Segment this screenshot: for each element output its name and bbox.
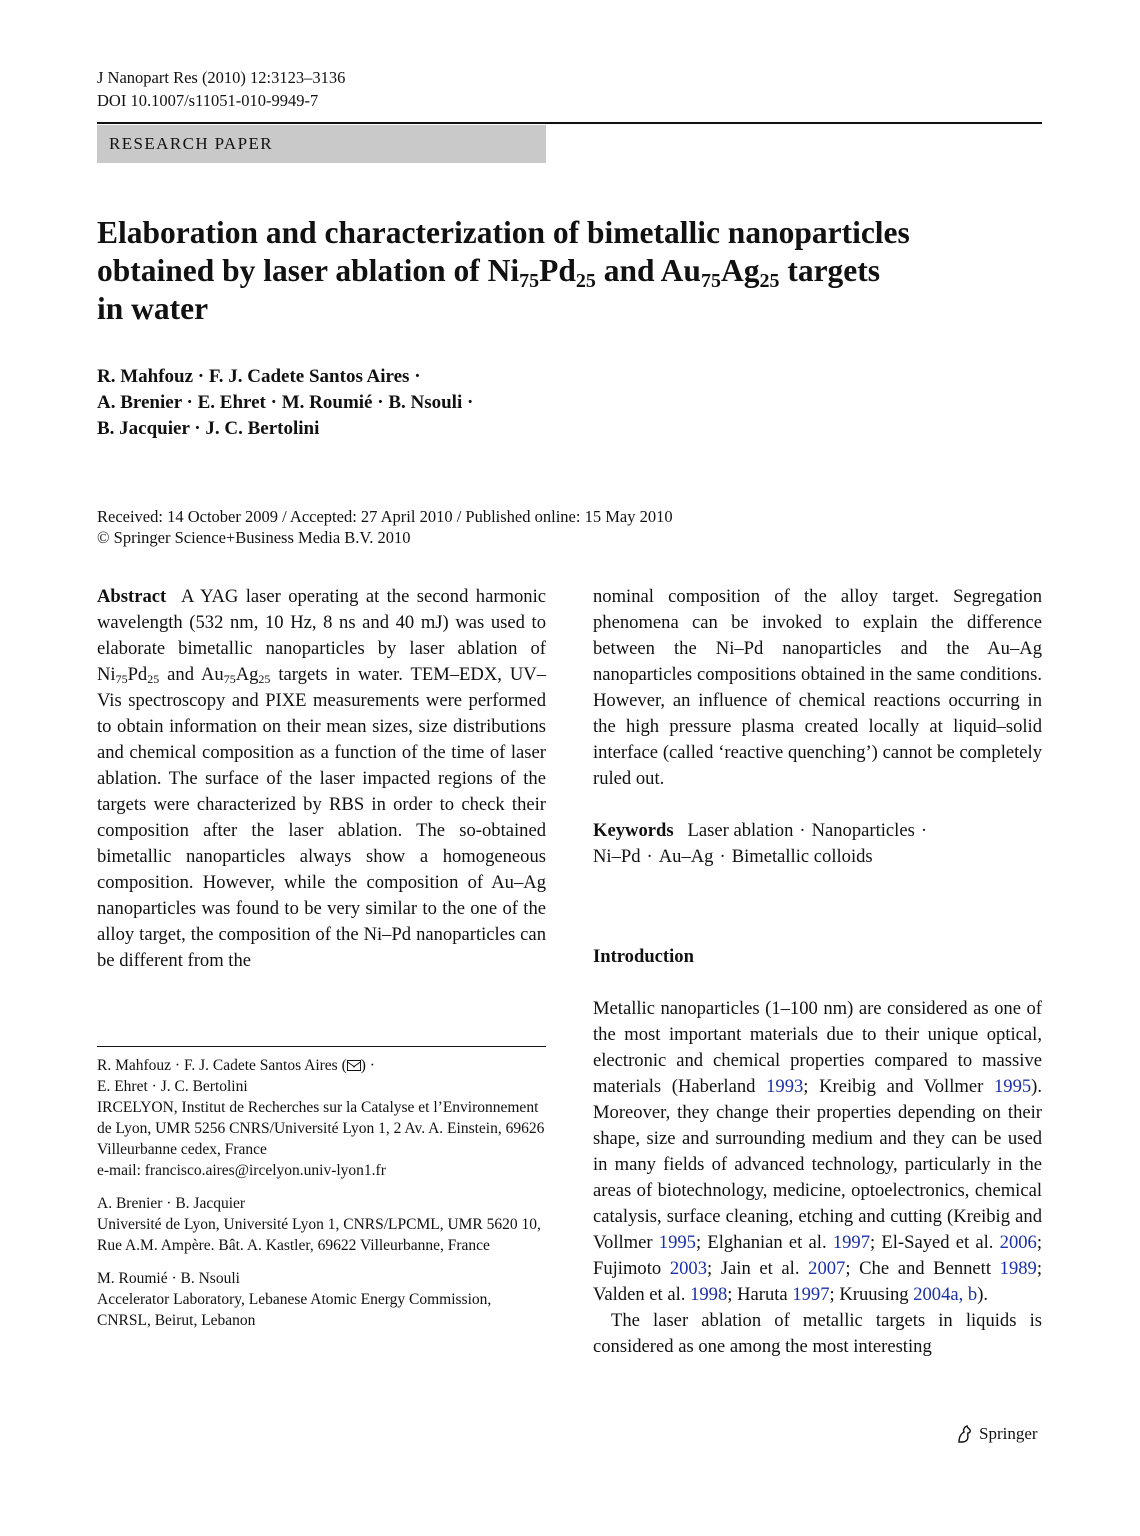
citation-link[interactable]: 2004a, b (913, 1284, 978, 1305)
citation-link[interactable]: 1998 (690, 1284, 728, 1305)
abstract-continued: nominal composition of the alloy target. Segregation phenomena can be invoked to explain the difference between the Ni–Pd nanoparticles and the Au–Ag nanoparticles compositions obtained in the same conditions. However, an influence of chemical reactions occurring in the high pressure plasma created locally at liquid–solid interface (called ‘reactive quenching’) cannot be completely ruled out. (593, 586, 1042, 789)
title-line-1: Elaboration and characterization of bimetallic nanoparticles (97, 215, 910, 250)
affiliation-1: R. Mahfouz · F. J. Cadete Santos Aires ( ) · E. Ehret · J. C. Bertolini IRCELYON, Institut de Recherches sur la Catalyse et l’Environnement de Lyon, UMR 5256 CNRS/Université Lyon 1, 2 Av. A. Einstein, 69626 Villeurbanne cedex, France e-mail: francisco.aires@ircelyon.univ-lyon1.fr (97, 1057, 545, 1179)
keyword: Au–Ag (658, 846, 714, 867)
springer-horse-icon (955, 1424, 975, 1444)
citation-link[interactable]: 1997 (792, 1284, 830, 1305)
title-line-2: obtained by laser ablation of $Ni_{75}Pd_{25}$ and $Au_{75}Ag_{25}$ targets (97, 253, 881, 292)
keywords: Keywords Laser ablation · Nanoparticles · Ni–Pd · Au–Ag · Bimetallic colloids (593, 820, 928, 867)
keywords-label: Keywords (593, 820, 674, 841)
keyword: Ni–Pd (593, 846, 641, 867)
abstract-label: Abstract (97, 586, 167, 607)
intro-paragraph-2: The laser ablation of metallic targets in liquids is considered as one among the most interesting (593, 1310, 1042, 1357)
citation-link[interactable]: 1993 (766, 1076, 804, 1097)
header-rule (97, 122, 1042, 124)
publication-dates (97, 506, 673, 548)
keyword: Bimetallic colloids (731, 846, 873, 867)
keyword: Laser ablation (687, 820, 794, 841)
journal-header (97, 66, 345, 112)
citation-link[interactable]: 1989 (999, 1258, 1037, 1279)
citation-link[interactable]: 2006 (999, 1232, 1037, 1253)
keyword: Nanoparticles (811, 820, 915, 841)
citation-link[interactable]: 1995 (993, 1076, 1032, 1097)
footnote-rule (97, 1046, 546, 1047)
affiliations (97, 1055, 546, 1343)
intro-paragraph-1: Metallic nanoparticles (1–100 nm) are considered as one of the most important materials due to their unique optical, electronic and chemical properties compared to massive materials (Haberland 1993; Kreibig and Vollmer 1995). Moreover, they change their properties depending on their shape, size and surrounding medium and they can be used in many fields of advanced technology, particularly in the areas of biotechnology, medicine, optoelectronics, chemical catalysis, surface cleaning, etching and cutting (Kreibig and Vollmer 1995; Elghanian et al. 1997; El-Sayed et al. 2006; Fujimoto 2003; Jain et al. 2007; Che and Bennett 1989; Valden et al. 1998; Haruta 1997; Kruusing 2004a, b). (593, 998, 1042, 1305)
publisher-logo (955, 1422, 1038, 1446)
authors-line-1: R. Mahfouz · F. J. Cadete Santos Aires · (97, 366, 421, 387)
copyright-line: © Springer Science+Business Media B.V. 2010 (97, 528, 411, 547)
title-line-3: in water (97, 291, 209, 326)
citation-link[interactable]: 1995 (658, 1232, 696, 1253)
citation-link[interactable]: 2003 (669, 1258, 708, 1279)
right-column (593, 584, 1042, 1360)
affiliation-3: M. Roumié · B. Nsouli Accelerator Laboratory, Lebanese Atomic Energy Commission, CNRSL, Beirut, Lebanon (97, 1270, 492, 1329)
abstract: Abstract A YAG laser operating at the second harmonic wavelength (532 nm, 10 Hz, 8 ns and 40 mJ) was used to elaborate bimetallic nanoparticles by laser ablation of $Ni_{75}Pd_{25}$ and $Au_{75}Ag_{25}$ targets in water. TEM–EDX, UV–Vis spectroscopy and PIXE measurements were performed to obtain information on their mean sizes, size distributions and chemical composition as a function of the time of laser ablation. The surface of the laser impacted regions of the targets were characterized by RBS in order to check their composition after the laser ablation. The so-obtained bimetallic nanoparticles always show a homogeneous composition. However, while the composition of Au–Ag nanoparticles was found to be very similar to the one of the alloy target, the composition of the Ni–Pd nanoparticles can be different from the (97, 586, 546, 971)
article-type-banner: RESEARCH PAPER (97, 125, 546, 163)
doi: DOI 10.1007/s11051-010-9949-7 (97, 91, 319, 110)
envelope-icon[interactable] (347, 1060, 361, 1071)
author-email[interactable]: e-mail: francisco.aires@ircelyon.univ-lyon1.fr (97, 1162, 386, 1179)
citation-link[interactable]: 2007 (808, 1258, 846, 1279)
author-list (97, 364, 473, 442)
section-heading-introduction: Introduction (593, 946, 694, 967)
publisher-name: Springer (979, 1424, 1038, 1443)
journal-citation: J Nanopart Res (2010) 12:3123–3136 (97, 68, 346, 87)
authors-line-3: B. Jacquier · J. C. Bertolini (97, 418, 320, 439)
affiliation-2: A. Brenier · B. Jacquier Université de Lyon, Université Lyon 1, CNRS/LPCML, UMR 5620 10, Rue A.M. Ampère. Bât. A. Kastler, 69622 Villeurbanne, France (97, 1195, 541, 1254)
received-accepted-line: Received: 14 October 2009 / Accepted: 27 April 2010 / Published online: 15 May 2010 (97, 507, 673, 526)
abstract-column (97, 584, 546, 974)
authors-line-2: A. Brenier · E. Ehret · M. Roumié · B. Nsouli · (97, 392, 474, 413)
paper-title (97, 214, 997, 328)
citation-link[interactable]: 1997 (832, 1232, 871, 1253)
